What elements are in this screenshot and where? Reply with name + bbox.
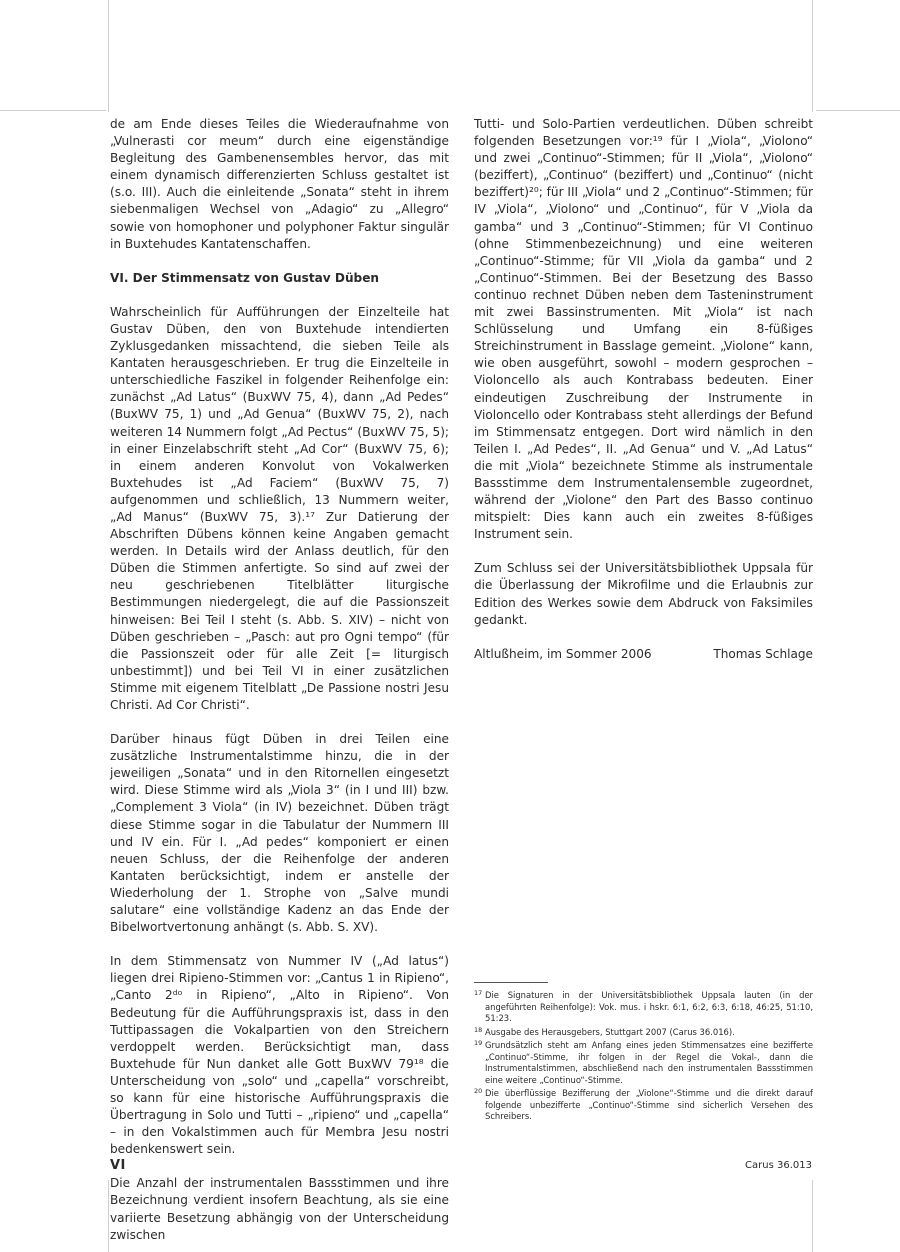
footnote-number: 18 xyxy=(474,1025,483,1034)
crop-mark xyxy=(108,1180,109,1252)
footnote-text: Die Signaturen in der Universitätsbibliothek Uppsala lauten (in der angeführten Reihenfolge): Vok. mus. i hskr. 6:1, 6:2, 6:3, 6:18, 46:25, 51:10, 51:23. xyxy=(485,990,813,1023)
crop-mark xyxy=(812,0,813,112)
signature-line xyxy=(474,646,813,663)
page-number: VI xyxy=(110,1158,126,1173)
catalog-number: Carus 36.013 xyxy=(745,1160,812,1171)
footnote xyxy=(474,1027,813,1039)
paragraph: Wahrscheinlich für Aufführungen der Einzelteile hat Gustav Düben, den von Buxtehude intendierten Zyklusgedanken missachtend, die sieben Teile als Kantaten herausgeschrieben. Er trug die Einzelteile in unterschiedliche Faszikel in folgender Reihenfolge ein: zunächst „Ad Latus“ (BuxWV 75, 4), dann „Ad Pedes“ (BuxWV 75, 1) und „Ad Genua“ (BuxWV 75, 2), nach weiteren 14 Nummern folgt „Ad Pectus“ (BuxWV 75, 5); in einer Einzelabschrift steht „Ad Cor“ (BuxWV 75, 6); in einem anderen Konvolut von Vokalwerken Buxtehudes ist „Ad Faciem“ (BuxWV 75, 7) aufgenommen und schließlich, 13 Nummern weiter, „Ad Manus“ (BuxWV 75, 3).¹⁷ Zur Datierung der Abschriften Dübens können keine Angaben gemacht werden. In Details wird der Anlass deutlich, für den Düben die Stimmen anfertigte. So sind auf zwei der neu geschriebenen Titelblätter liturgische Bestimmungen niedergelegt, die auf die Passionszeit hinweisen: Bei Teil I steht (s. Abb. S. XIV) – nicht von Düben geschrieben – „Pasch: aut pro Ogni tempo“ (für die Passionszeit oder für alle Zeit [= liturgisch unbestimmt]) und bei Teil VI in einer zusätzlichen Stimme mit eigenem Titelblatt „De Passione nostri Jesu Christi. Ad Cor Christi“. xyxy=(110,304,449,712)
footnote-number: 20 xyxy=(474,1087,483,1095)
paragraph: de am Ende dieses Teiles die Wiederaufnahme von „Vulnerasti cor meum“ durch eine eigenständige Begleitung des Gambenensembles hervor, das mit einem dynamisch differenzierten Schluss gestaltet ist (s.o. III). Auch die einleitende „Sonata“ steht in ihrem siebenmaligen Wechsel von „Adagio“ zu „Allegro“ sowie von homophoner und polyphoner Faktur singulär in Buxtehudes Kantatenschaffen. xyxy=(110,117,449,251)
footnote-text: Grundsätzlich steht am Anfang eines jeden Stimmensatzes eine bezifferte „Continuo“-Stimme, ihr folgen in der Regel die Vokal-, dann die Instrumentalstimmen, abschließend nach den instrumentalen Bassstimmen eine weitere „Continuo“-Stimme. xyxy=(485,1040,813,1085)
paragraph: Tutti- und Solo-Partien verdeutlichen. Düben schreibt folgenden Besetzungen vor:¹⁹ für I „Viola“, „Violono“ und zwei „Continuo“-Stimmen; für II „Viola“, „Violono“ (beziffert), „Continuo“ (beziffert) und „Continuo“ (nicht beziffert)²⁰; für III „Viola“ und 2 „Continuo“-Stimmen; für IV „Viola“, „Violono“ und „Continuo“, für V „Viola da gamba“ und 3 „Continuo“-Stimmen; für VI Continuo (ohne Stimmenbezeichnung) und eine weiteren „Continuo“-Stimme; für VII „Viola da gamba“ und 2 „Continuo“-Stimmen. Bei der Besetzung des Basso continuo rechnet Düben neben dem Tasteninstrument mit zwei Bassinstrumenten. Mit „Viola“ ist nach Schlüsselung und Umfang ein 8-füßiges Streichinstrument in Basslage gemeint. „Violone“ kann, wie oben ausgeführt, sowohl – modern gesprochen – Violoncello als auch Kontrabass bedeuten. Einer eindeutigen Zuschreibung der Instrumente in Violoncello oder Kontrabass steht allerdings der Befund im Stimmensatz entgegen. Dort wird nämlich in den Teilen I. „Ad Pedes“, II. „Ad Genua“ und V. „Ad Latus“ die mit „Viola“ bezeichnete Stimme als instrumentale Bassstimme dem Instrumentalensemble zugeordnet, während der „Violone“ den Part des Basso continuo mitspielt: Dies kann auch ein zweites 8-füßiges Instrument sein. xyxy=(474,117,813,542)
footnote-number: 19 xyxy=(474,1039,483,1047)
footnotes xyxy=(474,990,813,1125)
left-column xyxy=(110,116,449,1244)
place-date: Altlußheim, im Sommer 2006 xyxy=(474,646,652,661)
right-column xyxy=(474,116,813,663)
footnote-number: 17 xyxy=(474,989,483,997)
paragraph: In dem Stimmensatz von Nummer IV („Ad latus“) liegen drei Ripieno-Stimmen vor: „Cantus 1 in Ripieno“, „Canto 2ᵈᵒ in Ripieno“, „Alto in Ripieno“. Von Bedeutung für die Aufführungspraxis ist, dass in den Tuttipassagen die Vokalpartien von den Streichern verdoppelt werden. Berücksichtigt man, dass Buxtehude für Nun danket alle Gott BuxWV 79¹⁸ die Unterscheidung von „solo“ und „capella“ vorschreibt, so kann für eine historische Aufführungspraxis die Übertragung in Solo und Tutti – „ripieno“ und „capella“ – in den Vokalstimmen auch für Membra Jesu nostri bedenkenswert sein. xyxy=(110,954,449,1157)
footnote xyxy=(474,990,813,1025)
crop-mark xyxy=(816,110,900,111)
crop-mark xyxy=(0,110,106,111)
footnote-text: Ausgabe des Herausgebers, Stuttgart 2007 (Carus 36.016). xyxy=(485,1026,735,1037)
section-heading: VI. Der Stimmensatz von Gustav Düben xyxy=(110,270,380,285)
crop-mark xyxy=(812,1180,813,1252)
crop-mark xyxy=(108,0,109,112)
footnote xyxy=(474,1088,813,1123)
paragraph: Die Anzahl der instrumentalen Bassstimmen und ihre Bezeichnung verdient insofern Beachtung, als sie eine variierte Besetzung abhängig von der Unterscheidung zwischen xyxy=(110,1176,449,1242)
footnote xyxy=(474,1040,813,1086)
footnote-rule xyxy=(474,982,548,983)
footnote-text: Die überflüssige Bezifferung der „Violone“-Stimme und die direkt darauf folgende unbezifferte „Continuo“-Stimme sind sicherlich Versehen des Schreibers. xyxy=(485,1088,813,1121)
author-name: Thomas Schlage xyxy=(713,646,813,661)
paragraph: Darüber hinaus fügt Düben in drei Teilen eine zusätzliche Instrumentalstimme hinzu, die in der jeweiligen „Sonata“ und in den Ritornellen eingesetzt wird. Diese Stimme wird als „Viola 3“ (in I und III) bzw. „Complement 3 Viola“ (in IV) bezeichnet. Düben trägt diese Stimme sogar in die Tabulatur der Nummern III und IV ein. Für I. „Ad pedes“ komponiert er einen neuen Schluss, der die Reihenfolge der anderen Kantaten berücksichtigt, indem er anstelle der Wiederholung der 1. Strophe von „Salve mundi salutare“ eine vollständige Kadenz an das Ende der Bibelwortvertonung anhängt (s. Abb. S. XV). xyxy=(110,732,449,935)
paragraph: Zum Schluss sei der Universitätsbibliothek Uppsala für die Überlassung der Mikrofilme und die Erlaubnis zur Edition des Werkes sowie dem Abdruck von Faksimiles gedankt. xyxy=(474,561,813,627)
